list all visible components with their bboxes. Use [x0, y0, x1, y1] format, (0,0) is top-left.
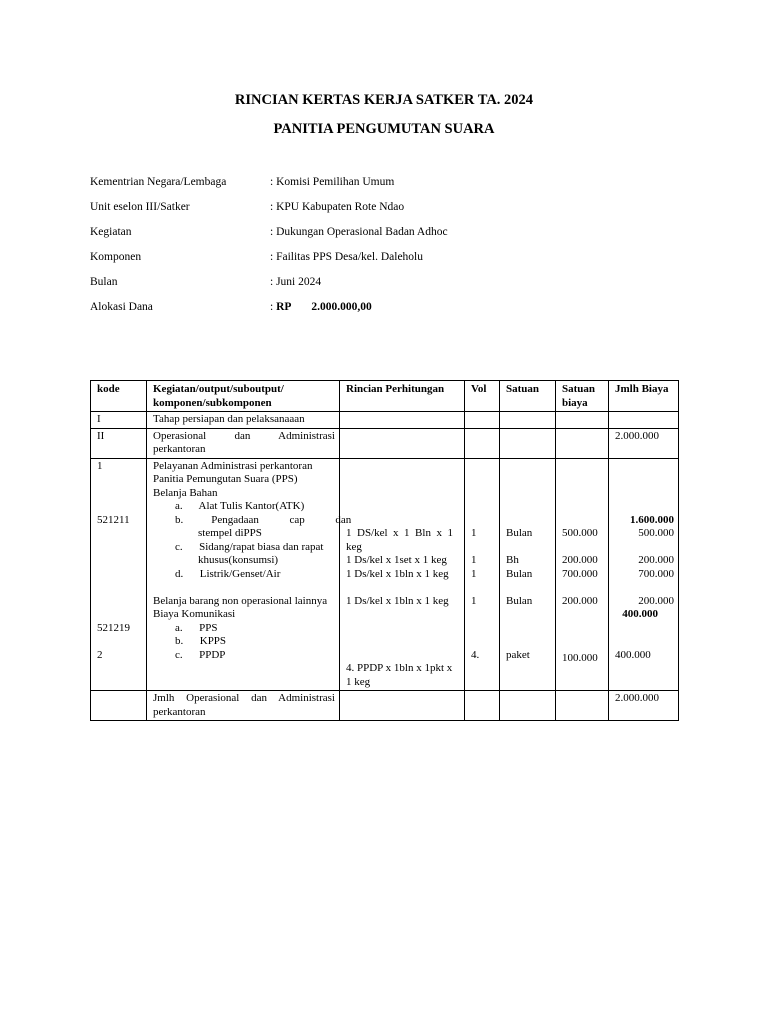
rincian-line: 1 keg — [346, 675, 371, 688]
alokasi-amount: 2.000.000,00 — [311, 301, 372, 313]
cell-rincian-detail — [340, 458, 465, 691]
rincian-line: keg — [346, 540, 362, 553]
satuan-line: Bulan — [506, 594, 533, 607]
info-value: : Komisi Pemilihan Umum — [270, 176, 395, 188]
info-value: : KPU Kabupaten Rote Ndao — [270, 201, 405, 213]
satuan-line: Bulan — [506, 567, 533, 580]
table-row — [91, 412, 679, 429]
satuan-line: paket — [506, 648, 530, 661]
header-kode: kode — [91, 381, 147, 412]
header-satuan: Satuan — [500, 381, 556, 412]
jumlah-line: 400.000 — [622, 608, 658, 620]
alokasi-rp: RP — [276, 301, 292, 313]
kegiatan-line: c. Sidang/rapat biasa dan rapat — [175, 540, 324, 553]
cell-empty — [340, 412, 465, 429]
jumlah-line: 500.000 — [638, 527, 674, 539]
table-row-detail — [91, 458, 679, 691]
table-total-row — [91, 691, 679, 721]
rincian-line: 1 Ds/kel x 1bln x 1 keg — [346, 594, 449, 607]
table-header-row — [91, 381, 679, 412]
header-kegiatan-line: Kegiatan/output/suboutput/ — [153, 383, 284, 395]
rincian-line: 1 Ds/kel x 1bln x 1 keg — [346, 567, 449, 580]
header-jumlah: Jmlh Biaya — [609, 381, 679, 412]
satuan-line: Bh — [506, 554, 519, 566]
budget-table — [90, 380, 679, 721]
kegiatan-line: d. Listrik/Genset/Air — [175, 567, 281, 580]
cell-empty — [465, 428, 500, 458]
document-title: RINCIAN KERTAS KERJA SATKER TA. 2024 — [234, 92, 534, 108]
satuan-biaya-line: 200.000 — [562, 594, 598, 607]
cell-empty — [91, 691, 147, 721]
cell-jumlah: 2.000.000 — [609, 428, 679, 458]
info-label: Komponen — [90, 251, 142, 263]
item-text: Pengadaan cap dan — [211, 513, 352, 526]
jumlah-line: 200.000 — [638, 594, 674, 607]
kode-line: 2 — [97, 648, 103, 661]
cell-kegiatan-total — [147, 691, 340, 721]
header-kegiatan-line: komponen/subkomponen — [153, 396, 272, 409]
vol-line: 1 — [471, 554, 477, 566]
kegiatan-line: Pelayanan Administrasi perkantoran — [153, 459, 313, 472]
satuan-biaya-line: 500.000 — [562, 527, 598, 539]
info-value: : Dukungan Operasional Badan Adhoc — [270, 226, 448, 238]
cell-empty — [500, 412, 556, 429]
cell-line: Jmlh Operasional dan Administrasi — [153, 692, 335, 704]
cell-empty — [500, 691, 556, 721]
kegiatan-line: Biaya Komunikasi — [153, 608, 236, 620]
cell-jumlah-detail — [609, 458, 679, 691]
kegiatan-line: c. PPDP — [175, 648, 226, 661]
vol-line: 1 — [471, 567, 477, 580]
info-value: : Juni 2024 — [270, 276, 322, 288]
kode-line: 521211 — [97, 513, 130, 526]
document-subtitle: PANITIA PENGUMUTAN SUARA — [273, 121, 495, 137]
satuan-line: Bulan — [506, 527, 533, 539]
cell-empty — [465, 412, 500, 429]
cell-line: perkantoran — [153, 443, 206, 455]
info-label: Bulan — [90, 276, 118, 288]
jumlah-line: 1.600.000 — [630, 513, 674, 526]
kegiatan-line: a. PPS — [175, 621, 218, 634]
cell-empty — [340, 691, 465, 721]
kegiatan-line: stempel diPPS — [198, 527, 262, 539]
kegiatan-line — [153, 513, 352, 528]
cell-empty — [556, 412, 609, 429]
header-satuan-biaya — [556, 381, 609, 412]
kegiatan-line: a. Alat Tulis Kantor(ATK) — [175, 500, 305, 512]
cell-satuan-detail — [500, 458, 556, 691]
cell-empty — [340, 428, 465, 458]
cell-empty — [465, 691, 500, 721]
jumlah-line: 700.000 — [638, 567, 674, 580]
info-label: Unit eselon III/Satker — [90, 201, 190, 213]
jumlah-line: 200.000 — [638, 554, 674, 566]
vol-line: 1 — [471, 594, 477, 607]
rincian-line: 4. PPDP x 1bln x 1pkt x — [346, 662, 453, 674]
cell-empty — [500, 428, 556, 458]
kegiatan-line: Belanja Bahan — [153, 486, 218, 499]
table-row — [91, 428, 679, 458]
cell-satuan-biaya-detail — [556, 458, 609, 691]
cell-empty — [609, 412, 679, 429]
cell-kegiatan — [147, 428, 340, 458]
jumlah-line: 400.000 — [615, 648, 651, 661]
kode-line: 521219 — [97, 621, 130, 634]
kegiatan-line: b. KPPS — [175, 635, 227, 647]
alokasi-value — [270, 301, 372, 313]
header-vol: Vol — [465, 381, 500, 412]
cell-kode: II — [91, 428, 147, 458]
header-kegiatan — [147, 381, 340, 412]
rincian-line: 1 DS/kel x 1 Bln x 1 — [346, 527, 453, 539]
cell-line: perkantoran — [153, 705, 206, 718]
cell-kegiatan-detail — [147, 458, 352, 691]
header-satuan-biaya-line: Satuan — [562, 383, 596, 395]
kegiatan-line: khusus(konsumsi) — [198, 554, 279, 566]
alokasi-colon: : — [270, 301, 277, 313]
kode-line: 1 — [97, 459, 103, 472]
satuan-biaya-line: 200.000 — [562, 554, 598, 566]
cell-vol-detail — [465, 458, 500, 691]
vol-line: 1 — [471, 527, 477, 539]
satuan-biaya-line: 100.000 — [562, 651, 598, 664]
cell-kegiatan: Tahap persiapan dan pelaksanaaan — [147, 412, 340, 429]
rincian-line: 1 Ds/kel x 1set x 1 keg — [346, 554, 447, 566]
header-satuan-biaya-line: biaya — [562, 396, 588, 409]
cell-kode-detail — [91, 458, 147, 691]
item-letter: b. — [175, 513, 184, 526]
header-rincian: Rincian Perhitungan — [340, 381, 465, 412]
vol-line: 4. — [471, 648, 480, 661]
cell-jumlah-total: 2.000.000 — [609, 691, 679, 721]
cell-empty — [556, 428, 609, 458]
info-value: : Failitas PPS Desa/kel. Daleholu — [270, 251, 424, 263]
alokasi-label: Alokasi Dana — [90, 301, 153, 313]
cell-line: Operasional dan Administrasi — [153, 429, 335, 442]
info-label: Kegiatan — [90, 226, 132, 238]
satuan-biaya-line: 700.000 — [562, 567, 598, 580]
info-label: Kementrian Negara/Lembaga — [90, 176, 227, 188]
cell-kode: I — [91, 412, 147, 429]
cell-empty — [556, 691, 609, 721]
kegiatan-line: Belanja barang non operasional lainnya — [153, 594, 328, 607]
kegiatan-line: Panitia Pemungutan Suara (PPS) — [153, 473, 298, 485]
